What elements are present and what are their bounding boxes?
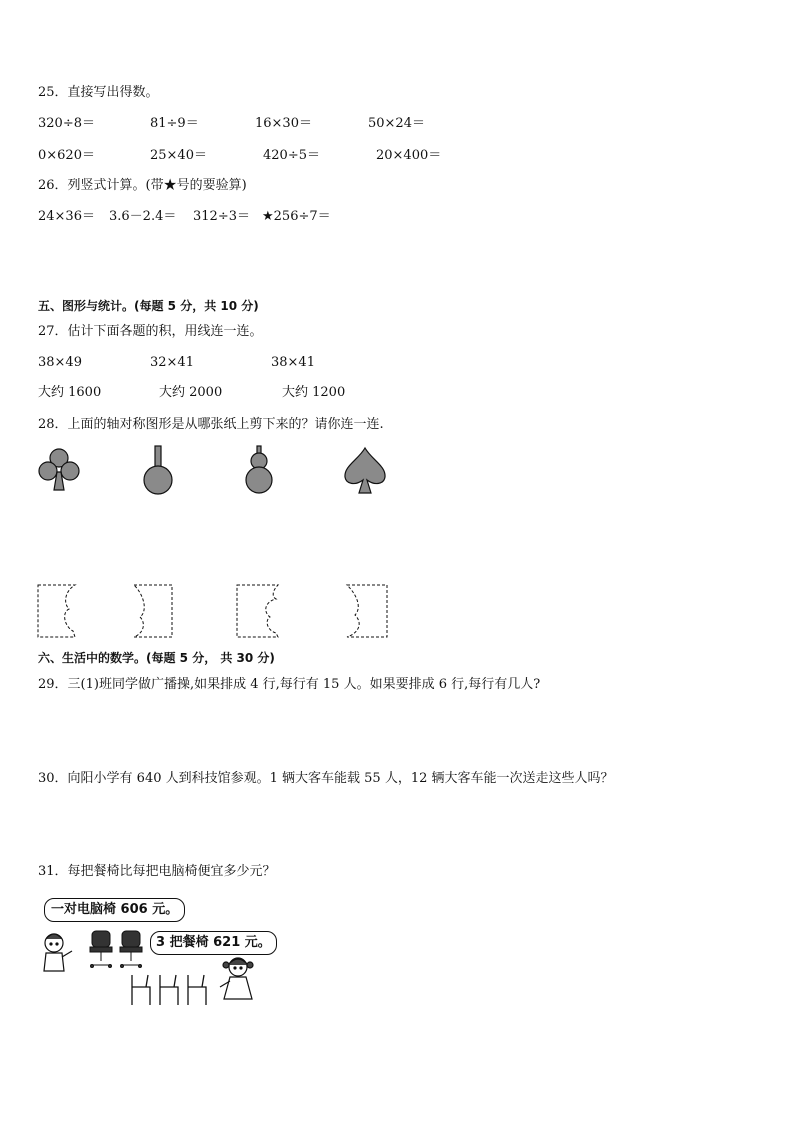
q28-title: 28．上面的轴对称图形是从哪张纸上剪下来的？请你连一连.	[38, 417, 384, 432]
q29-text: 29．三(1)班同学做广播操,如果排成 4 行,每行有 15 人。如果要排成 6 行,每行有几人?	[38, 677, 541, 692]
q27-product: 38×49	[38, 355, 82, 370]
q27-title: 27．估计下面各题的积，用线连一连。	[38, 324, 263, 339]
q27-product: 38×41	[271, 355, 315, 370]
gourd-shape-icon	[242, 444, 276, 496]
q27-product: 32×41	[150, 355, 194, 370]
q25-item: 420÷5＝	[263, 148, 320, 163]
speech-bubble-boy: 一对电脑椅 606 元。	[44, 898, 185, 922]
girl-icon	[220, 958, 253, 999]
paper-cut-a[interactable]	[37, 583, 77, 639]
q25-item: 320÷8＝	[38, 116, 95, 131]
club-shape-icon	[36, 446, 82, 494]
section6-title: 六、生活中的数学。(每题 5 分， 共 30 分)	[38, 651, 275, 665]
speech-bubble-girl: 3 把餐椅 621 元。	[150, 931, 277, 955]
spade-shape-icon	[342, 446, 388, 496]
q31-text: 31．每把餐椅比每把电脑椅便宜多少元？	[38, 864, 276, 879]
office-chair-icon	[120, 931, 142, 968]
q30-text: 30．向阳小学有 640 人到科技馆参观。1 辆大客车能载 55 人，12 辆大客车能一次送走这些人吗？	[38, 771, 614, 786]
q26-item: 312÷3＝	[193, 209, 250, 224]
q25-item: 0×620＝	[38, 148, 95, 163]
paper-cut-c[interactable]	[236, 583, 280, 639]
q26-item: ★256÷7＝	[262, 209, 331, 224]
round-bottle-shape-icon	[140, 444, 176, 496]
q26-item: 24×36＝	[38, 209, 95, 224]
q27-estimate: 大约 2000	[159, 385, 223, 400]
q25-item: 25×40＝	[150, 148, 207, 163]
q26-item: 3.6－2.4＝	[109, 209, 177, 224]
chair-price-illustration	[40, 895, 280, 1010]
q27-estimate: 大约 1600	[38, 385, 102, 400]
q27-estimate: 大约 1200	[282, 385, 346, 400]
paper-cut-d[interactable]	[345, 583, 389, 639]
section5-title: 五、图形与统计。(每题 5 分，共 10 分)	[38, 299, 259, 313]
q25-item: 50×24＝	[368, 116, 425, 131]
boy-icon	[44, 934, 72, 971]
office-chair-icon	[90, 931, 112, 968]
q26-title: 26．列竖式计算。(带★号的要验算)	[38, 178, 247, 193]
q25-title: 25．直接写出得数。	[38, 85, 159, 100]
q25-item: 20×400＝	[376, 148, 442, 163]
q25-item: 16×30＝	[255, 116, 312, 131]
paper-cut-b[interactable]	[132, 583, 174, 639]
dining-chair-icon	[132, 975, 206, 1005]
q25-item: 81÷9＝	[150, 116, 199, 131]
